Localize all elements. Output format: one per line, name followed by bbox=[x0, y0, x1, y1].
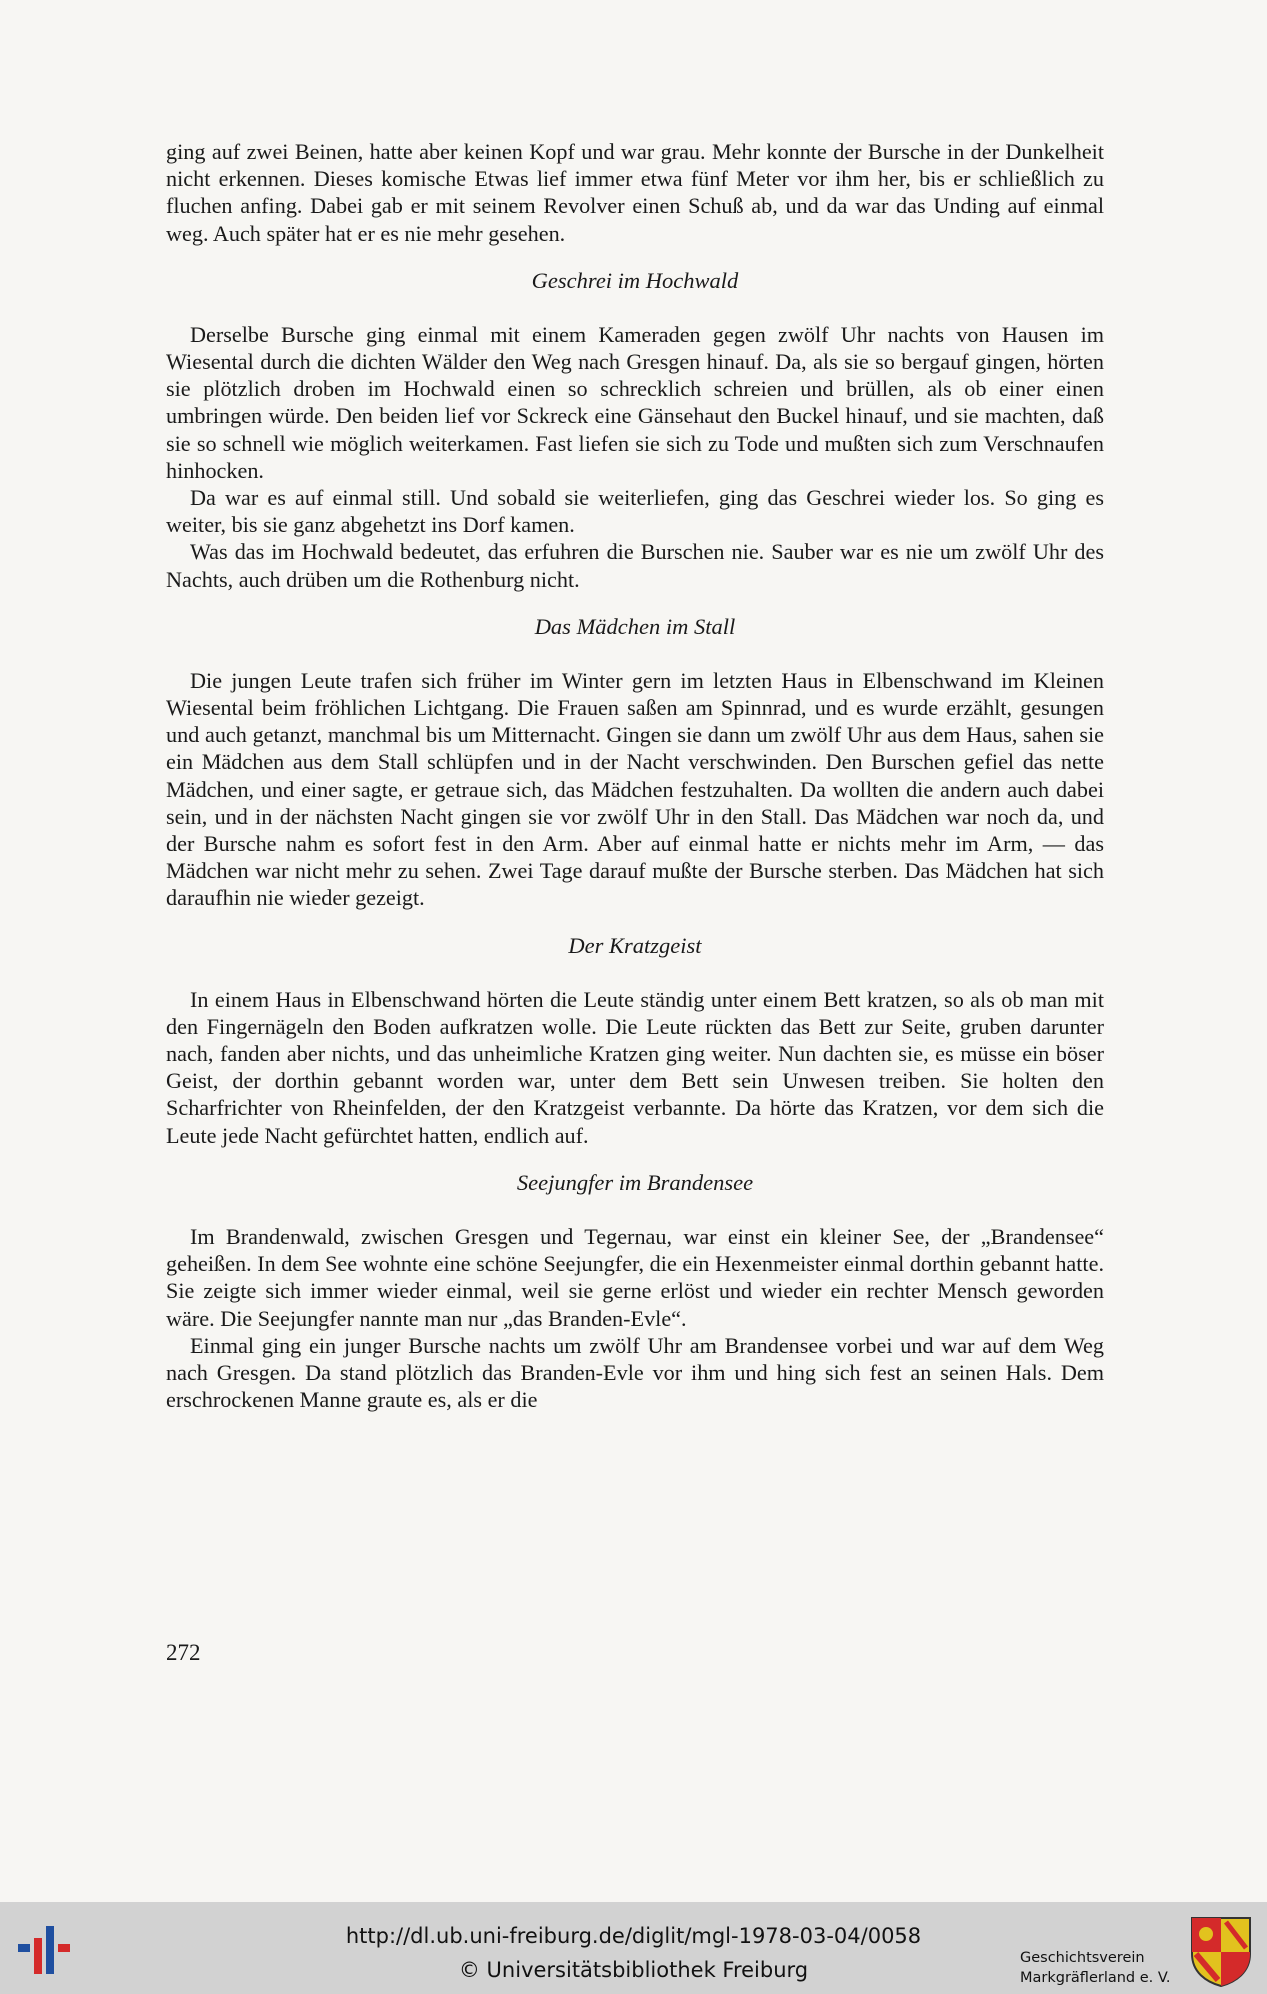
footer-bar bbox=[0, 1902, 1267, 1994]
paragraph: Da war es auf einmal still. Und sobald sie weiterliefen, ging das Geschrei wieder los. So ging es weiter, bis sie ganz abgehetzt ins Dorf kamen. bbox=[166, 485, 1104, 538]
section-title-maedchen: Das Mädchen im Stall bbox=[534, 613, 736, 639]
paragraph: Einmal ging ein junger Bursche nachts um zwölf Uhr am Brandensee vorbei und war auf dem Weg nach Gresgen. Da stand plötzlich das Branden-Evle vor ihm und hing sich fest an seinen Hals. Dem erschrockenen Manne graute es, als er die bbox=[166, 1332, 1104, 1413]
section-title-geschrei: Geschrei im Hochwald bbox=[531, 267, 739, 293]
footer-copyright: © Universitätsbibliothek Freiburg bbox=[458, 1958, 809, 1982]
section-title-kratzgeist: Der Kratzgeist bbox=[568, 932, 702, 958]
section-title-seejungfer: Seejungfer im Brandensee bbox=[516, 1169, 754, 1195]
society-line-1: Geschichtsverein bbox=[1020, 1950, 1145, 1966]
footer-url-link[interactable]: http://dl.ub.uni-freiburg.de/diglit/mgl-1978-03-04/0058 bbox=[345, 1924, 922, 1948]
paragraph: In einem Haus in Elbenschwand hörten die Leute ständig unter einem Bett kratzen, so als ob man mit den Fingernägeln den Boden aufkratzen wolle. Die Leute rückten das Bett zur Seite, gruben darunter nach, fanden aber nichts, und das unheimliche Kratzen ging weiter. Nun dachten sie, es müsse ein böser Geist, der dorthin gebannt worden war, unter dem Bett sein Unwesen treiben. Sie holten den Scharfrichter von Rheinfelden, der den Kratzgeist verbannte. Da hörte das Kratzen, vor dem sich die Leute jede Nacht gefürchtet hatten, endlich auf. bbox=[166, 986, 1104, 1148]
paragraph: Die jungen Leute trafen sich früher im Winter gern im letzten Haus in Elbenschwand im Kleinen Wiesental beim fröhlichen Lichtgang. Die Frauen saßen am Spinnrad, und es wurde erzählt, gesungen und auch getanzt, manchmal bis um Mitternacht. Gingen sie dann um zwölf Uhr aus dem Haus, sahen sie ein Mädchen aus dem Stall schlüpfen und in der Nacht verschwinden. Den Burschen gefiel das nette Mädchen, und einer sagte, er getraue sich, das Mädchen festzuhalten. Da wollten die andern auch dabei sein, und in der nächsten Nacht gingen sie vor zwölf Uhr in den Stall. Das Mädchen war noch da, und der Bursche nahm es sofort fest in den Arm. Aber auf einmal hatte er nichts mehr im Arm, — das Mädchen war nicht mehr zu sehen. Zwei Tage darauf mußte der Bursche sterben. Das Mädchen hat sich daraufhin nie wieder gezeigt. bbox=[166, 667, 1104, 911]
society-line-2: Markgräflerland e. V. bbox=[1020, 1970, 1171, 1986]
paragraph: Im Brandenwald, zwischen Gresgen und Tegernau, war einst ein kleiner See, der „Brandensee“ geheißen. In dem See wohnte eine schöne Seejungfer, die ein Hexenmeister einmal dorthin gebannt hatte. Sie zeigte sich immer wieder einmal, weil sie gerne erlöst und wieder ein rechter Mensch geworden wäre. Die Seejungfer nannte man nur „das Branden-Evle“. bbox=[166, 1223, 1104, 1331]
body-text bbox=[166, 138, 1104, 1413]
paragraph: Derselbe Bursche ging einmal mit einem Kameraden gegen zwölf Uhr nachts von Hausen im Wiesental durch die dichten Wälder den Weg nach Gresgen hinauf. Da, als sie so bergauf gingen, hörten sie plötzlich droben im Hochwald einen so schrecklich schreien und brüllen, als ob einer einen umbringen würde. Den beiden lief vor Sckreck eine Gänsehaut den Buckel hinauf, und sie machten, daß sie so schnell wie möglich weiterkamen. Fast liefen sie sich zu Tode und mußten sich zum Verschnaufen hinhocken. bbox=[166, 321, 1104, 483]
coat-of-arms-icon bbox=[1188, 1914, 1254, 1988]
intro-paragraph: ging auf zwei Beinen, hatte aber keinen Kopf und war grau. Mehr konnte der Bursche in der Dunkelheit nicht erkennen. Dieses komische Etwas lief immer etwa fünf Meter vor ihm her, bis er schließlich zu fluchen anfing. Dabei gab er mit seinem Revolver einen Schuß ab, und da war das Unding auf einmal weg. Auch später hat er es nie mehr gesehen. bbox=[166, 139, 1104, 246]
society-name bbox=[1020, 1948, 1180, 1988]
page-number: 272 bbox=[166, 1640, 201, 1665]
paragraph: Was das im Hochwald bedeutet, das erfuhren die Burschen nie. Sauber war es nie um zwölf Uhr des Nachts, auch drüben um die Rothenburg nicht. bbox=[166, 539, 1104, 592]
